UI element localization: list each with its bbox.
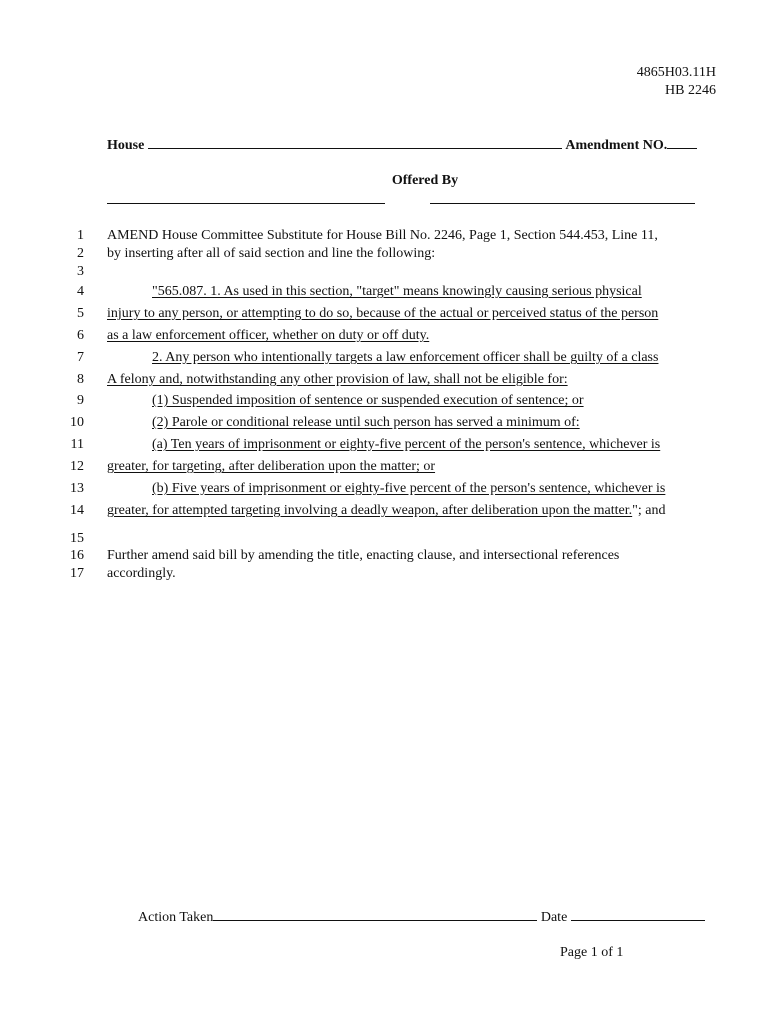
line-text xyxy=(107,501,666,521)
inserted-text: (b) Five years of imprisonment or eighty-five percent of the person's sentence, whichever is xyxy=(152,481,666,496)
line-text xyxy=(152,479,665,499)
line-7 xyxy=(0,348,770,370)
offered-by-blank-right xyxy=(430,203,695,204)
line-number: 15 xyxy=(70,531,84,546)
inserted-text: (2) Parole or conditional release until such person has served a minimum of: xyxy=(152,415,580,430)
inserted-text: (1) Suspended imposition of sentence or suspended execution of sentence; or xyxy=(152,393,584,408)
line-text xyxy=(107,546,619,566)
inserted-text: greater, for attempted targeting involving a deadly weapon, after deliberation upon the matter. xyxy=(107,503,633,518)
line-number: 13 xyxy=(70,481,84,496)
line-text xyxy=(107,564,176,584)
house-label: House xyxy=(107,138,145,153)
line-number: 5 xyxy=(77,306,84,321)
amendment-text: AMEND House Committee Substitute for House Bill No. 2246, Page 1, Section 544.453, Line 11, xyxy=(107,228,658,243)
line-text xyxy=(152,282,642,302)
page-number: Page 1 of 1 xyxy=(560,945,624,960)
offered-by-label: Offered By xyxy=(391,173,459,188)
action-taken-blank xyxy=(213,906,537,921)
line-3 xyxy=(0,262,770,284)
inserted-text: injury to any person, or attempting to do so, because of the actual or perceived status of the person xyxy=(107,306,659,321)
inserted-text: "565.087. 1. As used in this section, "target" means knowingly causing serious physical xyxy=(152,284,642,299)
inserted-text: 2. Any person who intentionally targets a law enforcement officer shall be guilty of a class xyxy=(152,350,659,365)
line-text xyxy=(107,226,658,246)
inserted-text: as a law enforcement officer, whether on duty or off duty. xyxy=(107,328,430,343)
line-17 xyxy=(0,564,770,586)
line-text xyxy=(107,304,658,324)
amendment-text: by inserting after all of said section and line the following: xyxy=(107,246,436,261)
inserted-text: A felony and, notwithstanding any other provision of law, shall not be eligible for: xyxy=(107,372,568,387)
line-number: 2 xyxy=(77,246,84,261)
house-amendment-line xyxy=(107,134,697,156)
document-id: 4865H03.11H xyxy=(636,65,716,80)
line-number: 11 xyxy=(70,437,84,452)
line-number: 1 xyxy=(77,228,84,243)
line-number: 9 xyxy=(77,393,84,408)
line-4 xyxy=(0,282,770,304)
bill-number: HB 2246 xyxy=(665,83,716,98)
amendment-label: Amendment NO. xyxy=(565,138,668,153)
line-suffix: "; and xyxy=(632,503,666,518)
amendment-text: accordingly. xyxy=(107,566,176,581)
amendment-number-blank xyxy=(667,134,697,149)
line-number: 6 xyxy=(77,328,84,343)
line-number: 14 xyxy=(70,503,84,518)
offered-by-blank-left xyxy=(107,203,385,204)
line-text xyxy=(152,435,660,455)
line-14 xyxy=(0,501,770,523)
line-text xyxy=(107,244,435,264)
action-taken-line xyxy=(138,906,705,928)
inserted-text: (a) Ten years of imprisonment or eighty-five percent of the person's sentence, whichever is xyxy=(152,437,661,452)
line-text xyxy=(107,326,429,346)
line-13 xyxy=(0,479,770,501)
line-12 xyxy=(0,457,770,479)
action-taken-label: Action Taken xyxy=(138,910,214,925)
line-number: 17 xyxy=(70,566,84,581)
line-11 xyxy=(0,435,770,457)
line-9 xyxy=(0,391,770,413)
line-number: 3 xyxy=(77,264,84,279)
line-number: 10 xyxy=(70,415,84,430)
line-text xyxy=(107,457,435,477)
house-blank xyxy=(148,134,562,149)
line-number: 7 xyxy=(77,350,84,365)
line-text xyxy=(152,391,584,411)
date-label: Date xyxy=(540,910,568,925)
line-number: 8 xyxy=(77,372,84,387)
line-number: 4 xyxy=(77,284,84,299)
line-text xyxy=(152,348,658,368)
inserted-text: greater, for targeting, after deliberation upon the matter; or xyxy=(107,459,436,474)
line-10 xyxy=(0,413,770,435)
line-8 xyxy=(0,370,770,392)
line-text xyxy=(107,370,568,390)
date-blank xyxy=(571,906,705,921)
line-number: 16 xyxy=(70,548,84,563)
line-number: 12 xyxy=(70,459,84,474)
line-6 xyxy=(0,326,770,348)
line-5 xyxy=(0,304,770,326)
line-text xyxy=(152,413,580,433)
amendment-text: Further amend said bill by amending the title, enacting clause, and intersectional references xyxy=(107,548,620,563)
